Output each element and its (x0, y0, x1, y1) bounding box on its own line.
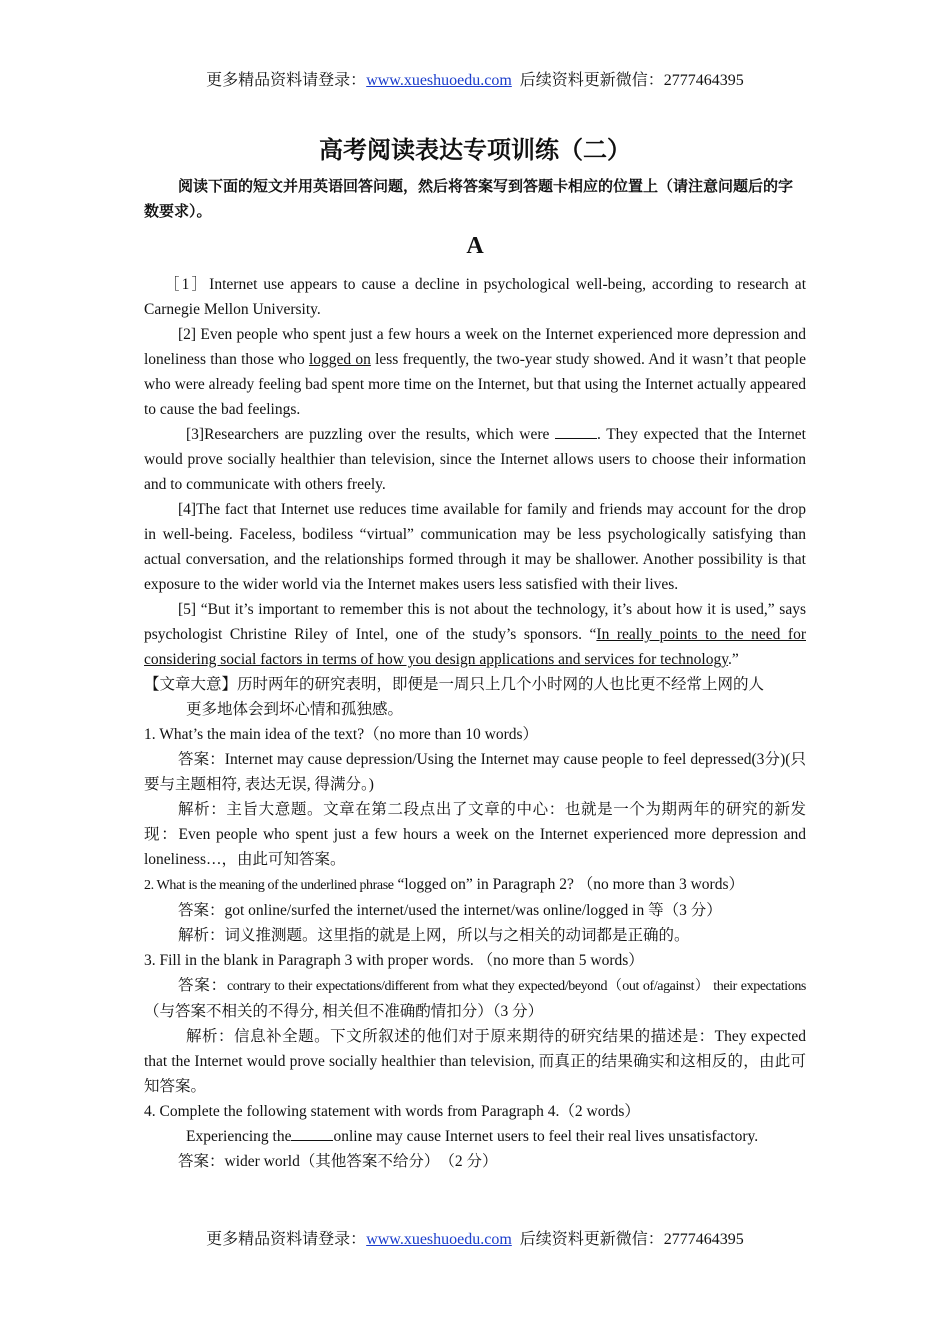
answer-2: 答案：got online/surfed the internet/used the internet/was online/logged in 等（3 分） (178, 902, 722, 919)
header-suffix: 后续资料更新微信：2777464395 (519, 72, 744, 89)
page-header (0, 67, 950, 90)
paragraph-4: [4]The fact that Internet use reduces time available for family and friends may account for the drop in well-being. Faceless, bodiless “virtual” communication may be less psychologically satisfying than actual conversation, and the relationships formed through it may be shallower. Another possibility is that exposure to the wider world via the Internet makes users less satisfied with their lives. (144, 501, 806, 593)
question-1: 1. What’s the main idea of the text?（no more than 10 words） (144, 726, 539, 743)
analysis-1: 解析：主旨大意题。文章在第二段点出了文章的中心：也就是一个为期两年的研究的新发现：Even people who spent just a few hours a week on the Internet experienced more depression and loneliness…，由此可知答案。 (144, 801, 806, 868)
header-link[interactable]: www.xueshuoedu.com (366, 72, 512, 89)
page-title: 高考阅读表达专项训练（二） (319, 138, 631, 164)
summary-cont: 更多地体会到坏心情和孤独感。 (186, 701, 404, 718)
paragraph-5: [5] “But it’s important to remember this is not about the technology, it’s about how it is used,” says psychologist Christine Riley of Intel, one of the study’s sponsors. “In really points to the need for considering social factors in terms of how you design applications and services for technology.” (144, 601, 806, 668)
answer-4: 答案：wider world（其他答案不给分） （2 分） (178, 1153, 498, 1170)
statement-4: Experiencing the online may cause Internet users to feel their real lives unsatisfactory. (186, 1128, 759, 1145)
fill-blank (555, 424, 597, 439)
question-3: 3. Fill in the blank in Paragraph 3 with proper words. （no more than 5 words） (144, 952, 644, 969)
footer-suffix: 后续资料更新微信：2777464395 (519, 1231, 744, 1248)
header-prefix: 更多精品资料请登录： (206, 72, 367, 89)
summary: 【文章大意】历时两年的研究表明，即便是一周只上几个小时网的人也比更不经常上网的人 (144, 676, 765, 693)
analysis-2: 解析：词义推测题。这里指的就是上网，所以与之相关的动词都是正确的。 (178, 927, 690, 944)
footer-link[interactable]: www.xueshuoedu.com (366, 1231, 512, 1248)
underlined-sentence: In really points to the need for considering social factors in terms of how you design applications and services for technology (144, 626, 806, 668)
section-label: A (466, 233, 484, 259)
paragraph-3: [3]Researchers are puzzling over the results, which were . They expected that the Internet would prove socially healthier than television, since the Internet allows users to choose their information and to communicate with others freely. (144, 426, 806, 493)
paragraph-1: ［1］Internet use appears to cause a decline in psychological well-being, according to research at Carnegie Mellon University. (144, 276, 806, 318)
document-body (144, 272, 806, 1174)
question-4: 4. Complete the following statement with words from Paragraph 4.（2 words） (144, 1103, 640, 1120)
analysis-3: 解析：信息补全题。下文所叙述的他们对于原来期待的研究结果的描述是：They expected that the Internet would prove socially healthier than television, 而真正的结果确实和这相反的，由此可知答案。 (144, 1028, 806, 1095)
answer-1: 答案：Internet may cause depression/Using the Internet may cause people to feel depressed(3分)(只要与主题相符, 表达无误, 得满分。) (144, 751, 806, 793)
fill-blank-4 (291, 1126, 333, 1141)
paragraph-2: [2] Even people who spent just a few hours a week on the Internet experienced more depression and loneliness than those who logged on less frequently, the two-year study showed. And it wasn’t that people who were already feeling bad spent more time on the Internet, but that using the Internet actually appeared to cause the bad feelings. (144, 326, 806, 418)
page-footer (0, 1226, 950, 1249)
underlined-phrase: logged on (308, 351, 371, 368)
answer-3: 答案：contrary to their expectations/different from what they expected/beyond（out of/against） their expectations（与答案不相关的不得分, 相关但不准确酌情扣分）（3 分） (144, 977, 806, 1020)
footer-prefix: 更多精品资料请登录： (206, 1231, 367, 1248)
question-2: 2. What is the meaning of the underlined phrase “logged on” in Paragraph 2? （no more than 3 words） (144, 876, 744, 893)
summary-label: 【文章大意】 (144, 676, 238, 693)
instruction: 阅读下面的短文并用英语回答问题，然后将答案写到答题卡相应的位置上（请注意问题后的字数要求）。 (144, 179, 794, 220)
